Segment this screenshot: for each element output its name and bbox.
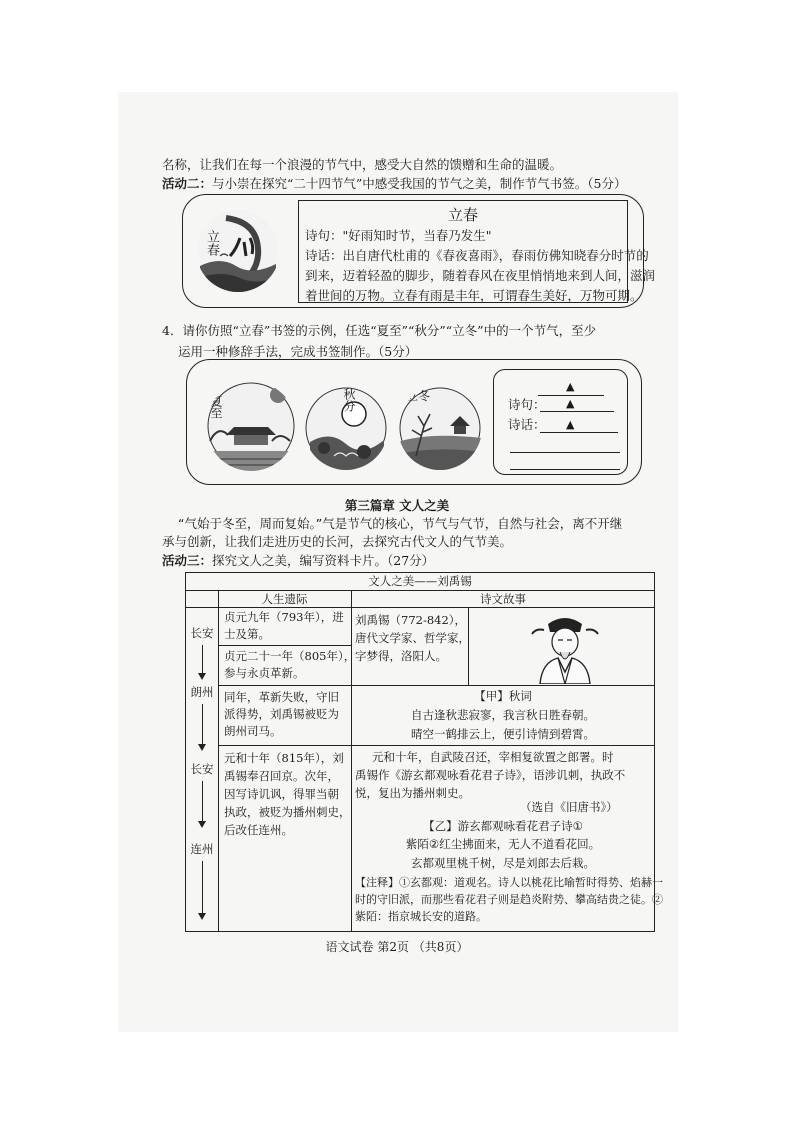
talk-placeholder: ▲ [566, 418, 575, 431]
timeline-arrow [202, 704, 203, 744]
timeline-arrow-head [198, 913, 206, 920]
title-placeholder: ▲ [566, 380, 575, 393]
talk-answer-line-2 [510, 452, 620, 453]
life-event-2-line-1: 贞元二十一年（805年）， [224, 649, 356, 663]
poem-yi-line-1: 紫陌②红尘拂面来，无人不道看花回。 [405, 837, 601, 851]
xiazhi-art-label: 夏至 [209, 395, 223, 419]
activity2-line [162, 175, 627, 193]
timeline-arrow-head [198, 744, 206, 751]
card-col2-header: 诗文故事 [480, 592, 526, 606]
life-event-1-line-1: 贞元九年（793年），进 [224, 610, 344, 624]
poem-yi-title: 【乙】游玄都观咏看花君子诗① [423, 819, 583, 833]
bio-line-1: 刘禹锡（772-842）， [355, 613, 467, 627]
card-rule [351, 590, 352, 932]
lidong-illustration [398, 386, 482, 470]
life-event-3-line-3: 朗州司马。 [224, 724, 282, 738]
life-event-1-line-2: 士及第。 [224, 627, 270, 641]
lichun-art-label: 立春 [204, 230, 219, 256]
place-changan-2: 长安 [190, 762, 214, 776]
card-rule [218, 685, 655, 686]
lichun-talk-line-2: 到来，迈着轻盈的脚步，随着春风在夜里悄悄地来到人间，滋润 [305, 268, 656, 283]
chapter3-title: 第三篇章 文人之美 [344, 498, 450, 513]
timeline-arrow [202, 645, 203, 673]
place-changan-1: 长安 [190, 626, 214, 640]
poem-jia-line-2: 晴空一鹤排云上，便引诗情到碧霄。 [411, 727, 595, 741]
note-line-3: 紫陌：指京城长安的道路。 [355, 910, 487, 923]
card-title: 文人之美——刘禹锡 [368, 574, 472, 588]
lichun-illustration [196, 208, 280, 292]
activity3-label: 活动三： [162, 553, 213, 568]
page-footer: 语文试卷 第2页 （共8页） [325, 940, 469, 954]
timeline-arrow [202, 781, 203, 821]
note-line-2: 时的守旧派，而那些看花君子则是趋炎附势、攀高结贵之徒。② [355, 893, 663, 906]
activity3-text: 探究文人之美，编写资料卡片。（27分） [212, 553, 435, 568]
lichun-talk-line-3: 着世间的万物。立春有雨是丰年，可谓春生美好，万物可期。 [305, 288, 643, 303]
intro-tail-text: 名称，让我们在每一个浪漫的节气中，感受大自然的馈赠和生命的温暖。 [162, 157, 563, 172]
activity2-text: 与小崇在探究“二十四节气”中感受我国的节气之美，制作节气书签。（5分） [212, 176, 627, 191]
talk-answer-line-1 [540, 432, 618, 433]
lichun-title: 立春 [447, 206, 478, 224]
poem-answer-line [540, 411, 614, 412]
life-event-4-line-4: 执政，被贬为播州刺史， [224, 805, 351, 819]
lichun-talk-line-1: 诗话：出自唐代杜甫的《春夜喜雨》，春雨仿佛知晓春分时节的 [305, 248, 649, 263]
timeline-arrow-head [198, 673, 206, 680]
life-event-4-line-5: 后改任连州。 [224, 823, 293, 837]
liu-yuxi-portrait [520, 610, 610, 684]
poem-jia-line-1: 自古逢秋悲寂寥，我言秋日胜春朝。 [411, 708, 595, 722]
place-langzhou: 朗州 [190, 685, 214, 699]
bio-line-3: 字梦得，洛阳人。 [355, 649, 447, 663]
life-event-4-line-2: 禹锡奉召回京。次年， [224, 769, 339, 783]
lidong-art-label: 立冬 [406, 389, 431, 403]
poem-jia-title: 【甲】秋词 [474, 689, 532, 703]
bio-line-2: 唐代文学家、哲学家， [355, 631, 470, 645]
task-talk-label: 诗话： [508, 417, 546, 432]
card-col1-header: 人生遗际 [261, 592, 308, 606]
life-event-3-line-1: 同年，革新失败，守旧 [224, 690, 339, 704]
question4-line-1: 4．请你仿照“立春”书签的示例，任选“夏至”“秋分”“立冬”中的一个节气，至少 [162, 323, 597, 338]
timeline-arrow-head [198, 821, 206, 828]
qiufen-illustration [304, 386, 388, 470]
lichun-poem-line: 诗句："好雨知时节，当春乃发生" [305, 228, 492, 243]
title-answer-line [538, 395, 604, 396]
life-event-3-line-2: 派得势，刘禹锡被贬为 [224, 707, 339, 721]
place-lianzhou: 连州 [190, 842, 214, 856]
story-line-3: 悦，复出为播州刺史。 [355, 786, 470, 800]
story-source: （选自《旧唐书》） [520, 800, 618, 814]
story-line-2: 禹锡作《游玄都观咏看花君子诗》，语涉讥刺，执政不 [355, 768, 626, 782]
activity3-line [162, 552, 434, 570]
note-line-1: 【注释】①玄都观：道观名。诗人以桃花比喻暂时得势、焰赫一 [355, 876, 663, 889]
poem-placeholder: ▲ [566, 397, 575, 410]
qiufen-art-label [350, 388, 364, 412]
story-line-1: 元和十年，自武陵召还，宰相复欲置之郎署。时 [372, 750, 614, 764]
task-poem-label: 诗句： [508, 397, 546, 412]
talk-answer-line-3 [510, 469, 620, 470]
life-event-2-line-2: 参与永贞革新。 [224, 666, 305, 680]
card-rule [218, 745, 655, 746]
question4-line-2: 运用一种修辞手法，完成书签制作。（5分） [178, 344, 418, 359]
activity2-label: 活动二： [162, 176, 213, 191]
xiazhi-illustration [206, 381, 296, 471]
life-event-4-line-3: 因写诗讥讽，得罪当朝 [224, 787, 339, 801]
poem-yi-line-2: 玄都观里桃千树，尽是刘郎去后栽。 [411, 856, 595, 870]
life-event-4-line-1: 元和十年（815年），刘 [224, 751, 344, 765]
chapter3-intro-line-1: “气始于冬至，周而复始。”气是节气的核心，节气与气节，自然与社会，离不开继 [178, 516, 623, 531]
timeline-arrow [202, 861, 203, 913]
chapter3-intro-line-2: 承与创新，让我们走进历史的长河，去探究古代文人的气节美。 [162, 534, 513, 549]
card-rule [218, 645, 351, 646]
